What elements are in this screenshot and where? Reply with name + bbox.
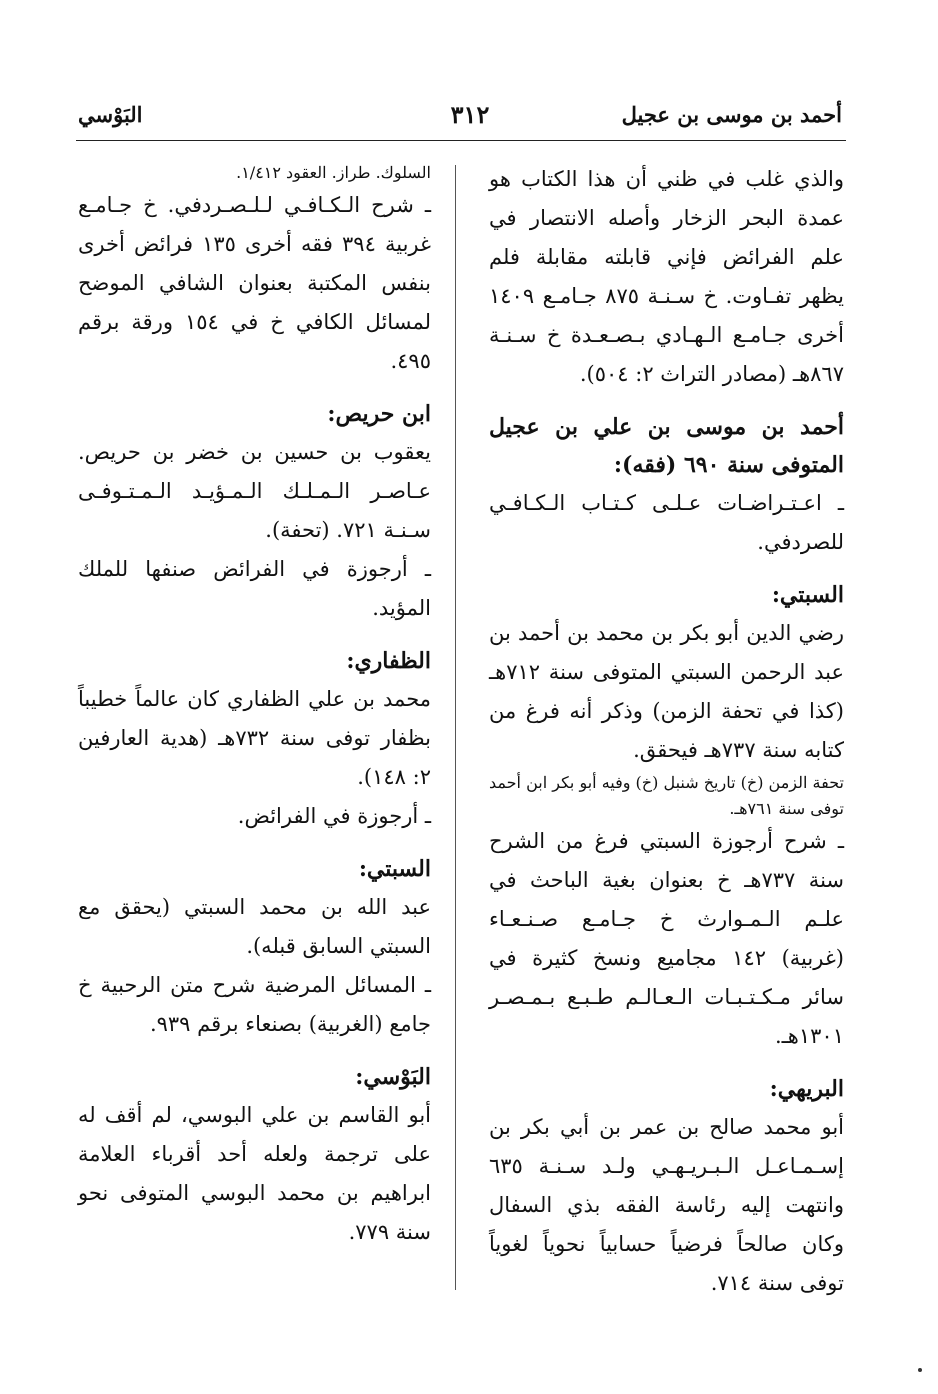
entry-bio: محمد بن علي الظفاري كان عالماً خطيباً بظفار توفى سنة ٧٣٢هـ (هدية العارفين ٢: ١٤٨). [78,687,431,789]
entry-heading: ابن حريص: [327,401,431,427]
entry-item: ـ المسائل المرضية شرح متن الرحبية خ جامع (الغربية) بصنعاء برقم ٩٣٩. [78,973,431,1036]
right-column [489,160,844,1303]
entry-heading: السبتي: [771,582,844,608]
header-right-title: أحمد بن موسى بن عجيل [621,102,842,127]
entry-bio: عبد الله بن محمد السبتي (يحقق مع السبتي السابق قبله). [78,895,431,958]
entry-item: ـ شرح أرجوزة السبتي فرغ من الشرح سنة ٧٣٧هـ خ بعنوان بغية الباحث في علـم الـمـوارث خ جـامـع صـنـعـاء (غربية) ١٤٢ مجاميع ونسخ كثيرة في سائر مـكـتـبـات الـعـالـم طـبـع بـمـصـر ١٣٠١هـ. [489,829,844,1048]
header-rule [76,140,846,141]
page-number: ٣١٢ [450,100,490,129]
entry-item: ـ أرجوزة في الفرائض. [237,804,431,828]
entry-item: ـ شرح الـكـافـي لـلـصـردفي. خ جـامـع غربية ٣٩٤ فقه أخرى ١٣٥ فرائض أخرى بنفس المكتبة بعنوان الشافي الموضح لمسائل الكافي خ في ١٥٤ ورقة برقم ٤٩٥. [78,193,431,373]
entry-heading: الظفاري: [346,648,431,674]
intro-paragraph: والذي غلب في ظني أن هذا الكتاب هو عمدة البحر الزخار وأصله الانتصار في علم الفرائض فإني قابلته مقابلة فلم يظهر تفـاوت. خ سـنـة ٨٧٥ جـامـع ١٤٠٩ أخرى جـامـع الـهـادي بـصـعـدة خ سـنـة ٨٦٧هـ (مصادر التراث ٢: ٥٠٤). [489,167,844,386]
entry-footnote: السلوك. طراز. العقود ١/٤١٢. [236,163,431,182]
entry-bio: يعقوب بن حسين بن خضر بن حريص. عـاصـر الـمـلـك الـمـؤيـد الـمـتـوفـى سـنـة ٧٢١. (تحفة). [78,440,431,542]
entry-item: ـ اعـتـراضـات عـلـى كـتـاب الـكـافـي للصردفي. [489,491,844,554]
entry-heading: أحمد بن موسى بن علي بن عجيل المتوفى سنة ٦٩٠ (فقه): [489,414,844,478]
entry-item: ـ أرجوزة في الفرائض صنفها للملك المؤيد. [78,557,431,620]
entry-footnote: تحفة الزمن (خ) تاريخ شنبل (خ) وفيه أبو بكر ابن أحمد توفى سنة ٧٦١هـ. [489,773,844,818]
entry-heading: البَوْسي: [355,1064,431,1090]
entry-heading: البريهي: [769,1076,844,1102]
scan-speck [918,1368,922,1372]
header-left-title: البَوْسي [78,102,143,127]
entry-bio: أبو القاسم بن علي البوسي، لم أقف له على ترجمة ولعله أحد أقرباء العلامة ابراهيم بن محمد البوسي المتوفى نحو سنة ٧٧٩. [78,1103,431,1244]
entry-bio: أبو محمد صالح بن عمر بن أبي بكر بن إسـمـاعـل الـبـريـهـي ولـد سـنـة ٦٣٥ وانتهت إليه رئاسة الفقه بذي السفال وكان صالحاً فرضياً حسابياً نحوياً لغوياً توفى سنة ٧١٤. [489,1115,844,1295]
entry-heading: السبتي: [358,856,431,882]
left-column [78,160,431,1252]
entry-bio: رضي الدين أبو بكر بن محمد بن أحمد بن عبد الرحمن السبتي المتوفى سنة ٧١٢هـ (كذا في تحفة الزمن) وذكر أنه فرغ من كتابه سنة ٧٣٧هـ فيحقق. [489,621,844,762]
column-divider [455,165,456,1290]
